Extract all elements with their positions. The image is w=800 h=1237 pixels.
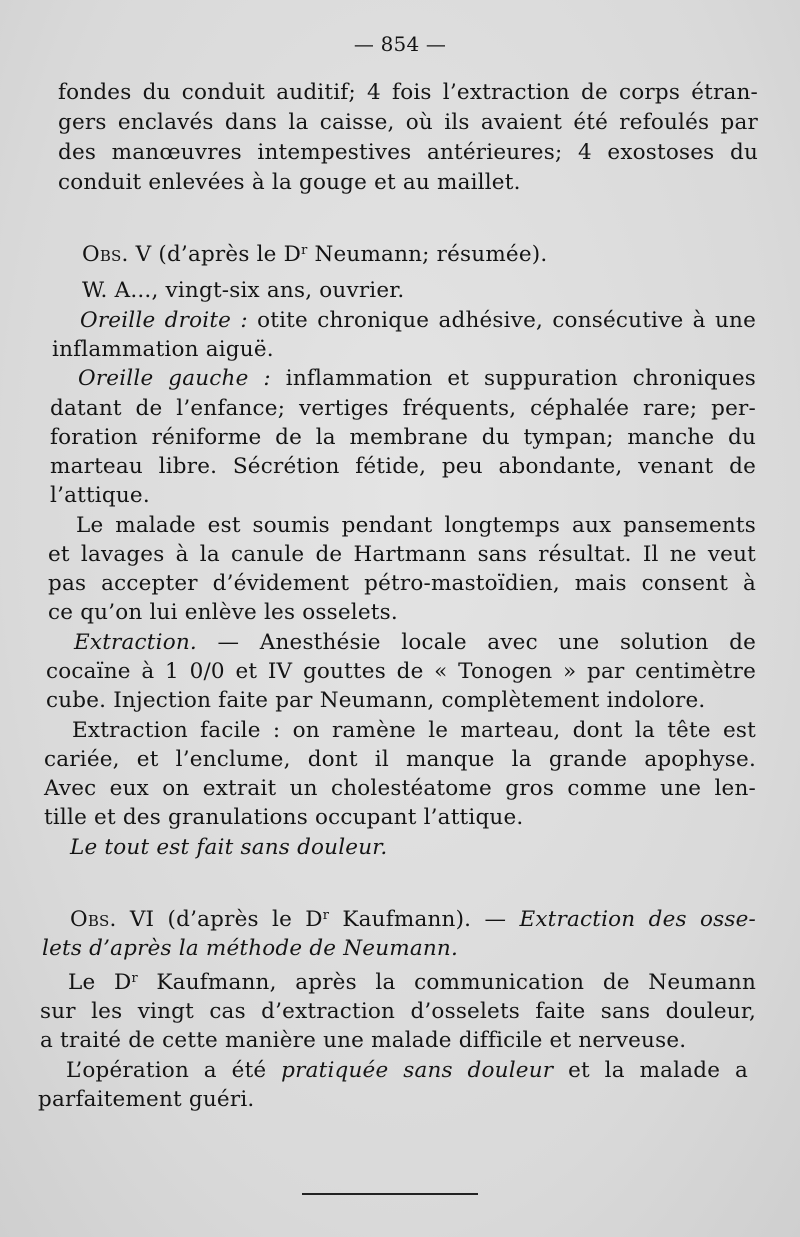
text-line: datant de l’enfance; vertiges fréquents, céphalée rare; per- <box>50 396 756 421</box>
text-line: pas accepter d’évidement pétro-mastoïdien, mais consent à <box>48 571 756 596</box>
patient-line: W. A..., vingt-six ans, ouvrier. <box>82 278 405 303</box>
text-line: cube. Injection faite par Neumann, complètement indolore. <box>46 688 706 713</box>
text-line: a traité de cette manière une malade difficile et nerveuse. <box>40 1028 687 1053</box>
text-line: cocaïne à 1 0/0 et IV gouttes de « Tonogen » par centimètre <box>46 659 756 684</box>
obs5-heading: Obs. V (d’après le $D^r$ Neumann; résumée). <box>82 242 548 267</box>
text-line: et lavages à la canule de Hartmann sans résultat. Il ne veut <box>48 542 756 567</box>
obs6-label: Obs. VI <box>70 907 155 932</box>
text-line: sur les vingt cas d’extraction d’osselets faite sans douleur, <box>40 999 756 1024</box>
oreille-gauche-line: Oreille gauche : inflammation et suppuration chroniques <box>78 366 756 391</box>
text-line: Extraction facile : on ramène le marteau, dont la tête est <box>72 718 756 743</box>
text-line: Le tout est fait sans douleur. <box>70 835 388 860</box>
text-line: parfaitement guéri. <box>38 1087 255 1112</box>
text-line: marteau libre. Sécrétion fétide, peu abondante, venant de <box>50 454 756 479</box>
text-line: fondes du conduit auditif; 4 fois l’extraction de corps étran- <box>58 80 758 105</box>
text-line: Le malade est soumis pendant longtemps aux pansements <box>76 513 756 538</box>
operation-line: L’opération a été pratiquée sans douleur et la malade a <box>66 1058 748 1083</box>
oreille-droite-line: Oreille droite : otite chronique adhésive, consécutive à une <box>80 308 756 333</box>
text-line: lets d’après la méthode de Neumann. <box>42 936 458 961</box>
extraction-line: Extraction. — Anesthésie locale avec une solution de <box>74 630 756 655</box>
kaufmann-line: Le $D^r$ Kaufmann, après la communication de Neumann <box>68 970 756 995</box>
closing-rule <box>302 1193 478 1195</box>
text-line: Avec eux on extrait un cholestéatome gros comme une len- <box>44 776 756 801</box>
text-line: inflammation aiguë. <box>52 337 274 362</box>
text-line: conduit enlevées à la gouge et au maillet. <box>58 170 521 195</box>
text-line: foration réniforme de la membrane du tympan; manche du <box>50 425 756 450</box>
text-line: tille et des granulations occupant l’attique. <box>44 805 524 830</box>
obs5-label: Obs. V <box>82 242 152 267</box>
text-line: ce qu’on lui enlève les osselets. <box>48 600 398 625</box>
page-number: — 854 — <box>353 32 447 56</box>
obs6-heading: Obs. VI (d’après le $D^r$ Kaufmann). — Extraction des osse- <box>70 907 757 932</box>
text-line: l’attique. <box>50 483 150 508</box>
text-line: des manœuvres intempestives antérieures; 4 exostoses du <box>58 140 758 165</box>
text-line: cariée, et l’enclume, dont il manque la grande apophyse. <box>44 747 756 772</box>
text-line: gers enclavés dans la caisse, où ils avaient été refoulés par <box>58 110 758 135</box>
